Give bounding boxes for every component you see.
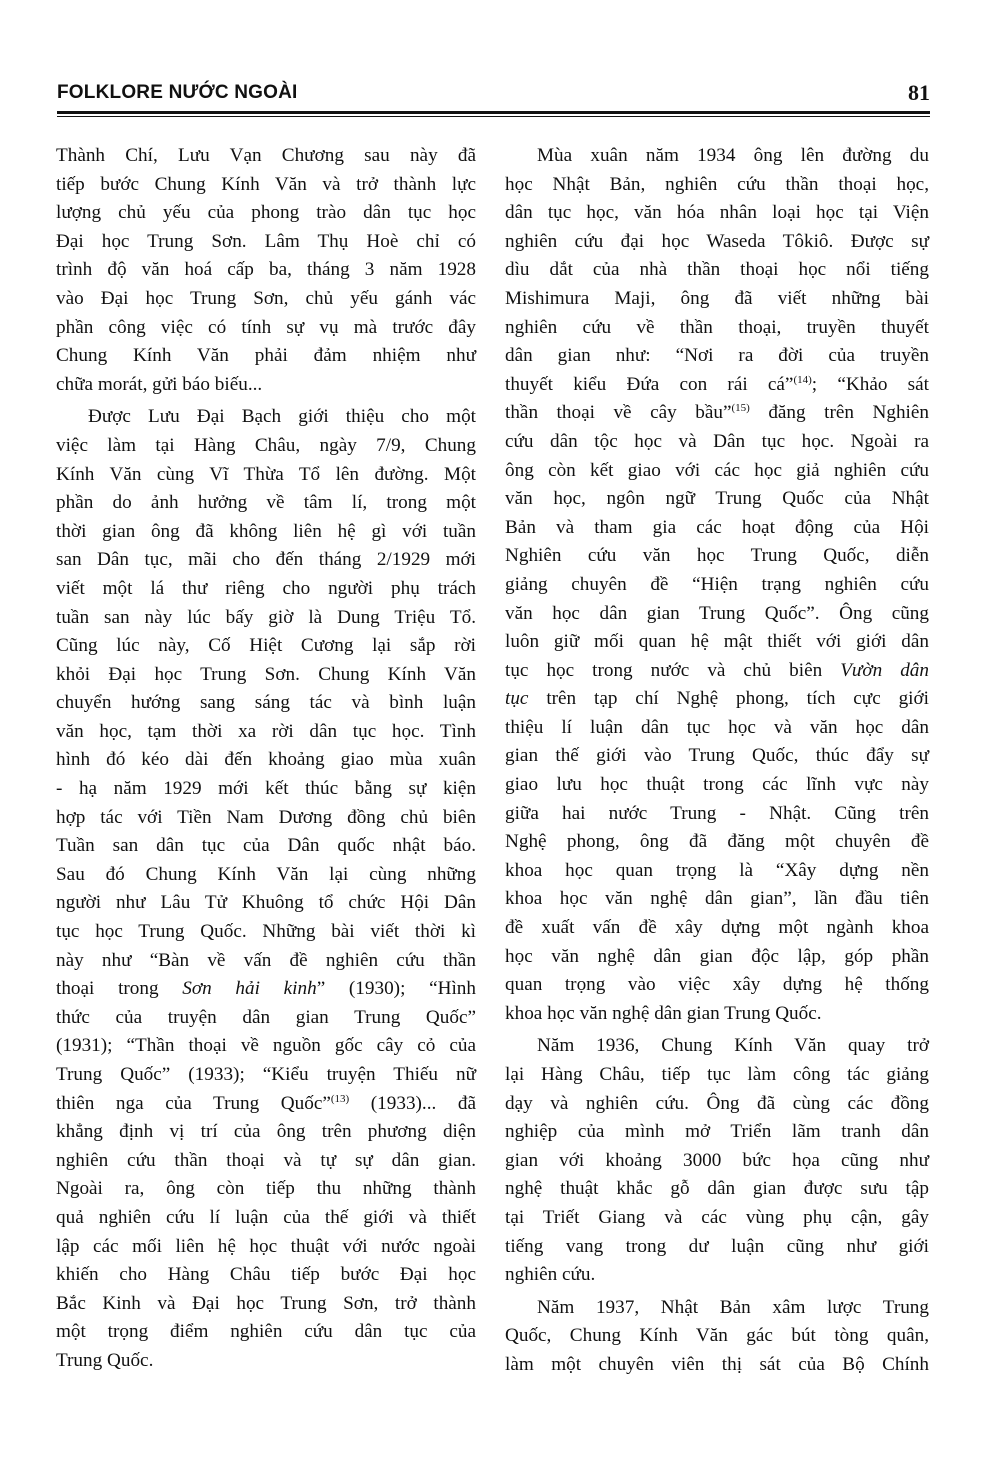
text-line: dân gian như: “Nơi ra đời của truyền — [505, 345, 929, 367]
text-line: giữa hai nước Trung - Nhật. Cũng trên — [505, 802, 929, 824]
text-run: (1933)... đã — [349, 1092, 476, 1114]
text-line: Thành Chí, Lưu Vạn Chương sau này đã — [56, 145, 476, 166]
text-line — [56, 975, 476, 1004]
text-line: giao lưu học thuật trong các lĩnh vực này — [505, 774, 929, 796]
text-line: dìu dắt của nhà thần thoại học nổi tiếng — [505, 259, 929, 281]
text-line: lại Hàng Châu, tiếp tục làm công tác giảng — [505, 1064, 929, 1085]
text-line: - hạ năm 1929 mới kết thúc bằng sự kiện — [56, 778, 476, 800]
text-line: này như “Bàn về vấn đề nghiên cứu thần — [56, 949, 476, 971]
text-line: luôn giữ mối quan hệ mật thiết với giới dân — [505, 631, 929, 653]
text-line: Cũng lúc này, Cố Hiệt Cương lại sắp rời — [56, 635, 476, 657]
text-line: Sau đó Chung Kính Văn lại cùng những — [56, 863, 476, 885]
text-line: nghiên cứu. — [505, 1264, 596, 1286]
text-line: làm một chuyên viên thị sát của Bộ Chính — [505, 1353, 929, 1375]
text-line: học văn nghệ dân gian độc lập, góp phần — [505, 945, 929, 967]
text-run: ; “Khảo sát — [811, 373, 929, 395]
text-line: Nghệ phong, ông đã đăng một chuyên đề — [505, 831, 929, 853]
text-line: viết một lá thư riêng cho người phụ trách — [56, 577, 476, 599]
italic-title: Sơn hải kinh — [182, 978, 317, 1000]
text-line: hình đó kéo dài đến khoảng giao mùa xuân — [56, 749, 476, 771]
text-line: Tuần san dân tục của Dân quốc nhật báo. — [56, 835, 476, 857]
text-line: khoa học văn nghệ dân gian”, lần đầu tiên — [505, 888, 929, 910]
text-line: nghiên cứu đại học Waseda Tôkiô. Được sự — [505, 230, 929, 252]
text-line: giảng chuyên đề “Hiện trạng nghiên cứu — [505, 573, 929, 595]
text-line: san Dân tục, mãi cho đến tháng 2/1929 mới — [56, 549, 476, 571]
text-line: lập các mối liên hệ học thuật với nước ngoài — [56, 1235, 476, 1257]
text-line: Nghiên cứu văn học Trung Quốc, diễn — [505, 545, 929, 567]
text-line: vào Đại học Trung Sơn, chủ yếu gánh vác — [56, 287, 476, 309]
right-column — [505, 142, 929, 1380]
text-run: thần thoại về cây bầu” — [505, 402, 732, 424]
text-line: Mishimura Maji, ông đã viết những bài — [505, 287, 929, 309]
footnote-ref: (13) — [330, 1092, 350, 1105]
footnote-ref: (14) — [793, 373, 812, 386]
text-line: văn học, tạm thời xa rời dân tục học. Tình — [56, 720, 476, 742]
text-line: Được Lưu Đại Bạch giới thiệu cho một — [88, 406, 476, 428]
text-run: thiên nga của Trung Quốc” — [56, 1092, 331, 1114]
left-column — [56, 142, 476, 1376]
text-line: phần công việc có tính sự vụ mà trước đây — [56, 316, 476, 338]
running-header — [57, 80, 930, 110]
text-line: dạy và nghiên cứu. Ông đã cùng các đồng — [505, 1092, 929, 1114]
text-line: Trung Quốc” (1933); “Kiểu truyện Thiếu nữ — [56, 1064, 476, 1085]
text-line: đề xuất vấn đề xây dựng một ngành khoa — [505, 917, 929, 939]
text-line: nghiên cứu thần thoại và tự sự dân gian. — [56, 1149, 476, 1171]
text-line — [56, 1090, 476, 1119]
text-line: hợp tác với Tiền Nam Dương đồng chủ biên — [56, 806, 476, 828]
text-line: nghiên cứu về thần thoại, truyền thuyết — [505, 316, 929, 338]
text-line: lượng chủ yếu của phong trào dân tục học — [56, 202, 476, 224]
text-line: Bản và tham gia các hoạt động của Hội — [505, 516, 929, 538]
text-line: tục học Trung Quốc. Những bài viết thời kì — [56, 921, 476, 943]
italic-title: Vườn dân — [840, 659, 929, 681]
text-line: tiếng vang trong dư luận cũng như giới — [505, 1235, 929, 1257]
text-line: tại Triết Giang và các vùng phụ cận, gây — [505, 1206, 929, 1228]
text-line — [505, 399, 929, 428]
text-line: Mùa xuân năm 1934 ông lên đường du — [537, 145, 929, 166]
text-line: thức của truyện dân gian Trung Quốc” — [56, 1006, 476, 1028]
page-number: 81 — [908, 80, 930, 105]
text-line: cứu dân tộc học và Dân tục học. Ngoài ra — [505, 430, 929, 452]
text-line: gian thế giới vào Trung Quốc, thúc đẩy sự — [505, 745, 929, 767]
text-run: đăng trên Nghiên — [749, 402, 929, 424]
text-run: thoại trong — [56, 978, 183, 1000]
text-line: Năm 1937, Nhật Bản xâm lược Trung — [537, 1296, 929, 1318]
text-line: việc làm tại Hàng Châu, ngày 7/9, Chung — [56, 434, 476, 456]
text-line: văn học dân gian Trung Quốc”. Ông cũng — [505, 602, 929, 624]
text-line: nghiệp của mình mở Triển lãm tranh dân — [505, 1121, 929, 1143]
text-line: Bắc Kinh và Đại học Trung Sơn, trở thành — [56, 1292, 476, 1314]
text-line: tuần san này lúc bấy giờ là Dung Triệu Tổ. — [56, 606, 476, 628]
text-line: khiến cho Hàng Châu tiếp bước Đại học — [56, 1264, 476, 1286]
text-line: (1931); “Thần thoại về nguồn gốc cây cỏ của — [56, 1035, 476, 1057]
text-line: quan trọng vào việc xây dựng hệ thống — [505, 974, 929, 996]
text-run: tục học trong nước và chủ biên — [505, 659, 841, 681]
text-line: tiếp bước Chung Kính Văn và trở thành lực — [56, 173, 476, 195]
text-line: ông còn kết giao với các học giả nghiên cứu — [505, 459, 929, 481]
text-line: Năm 1936, Chung Kính Văn quay trở — [537, 1035, 929, 1057]
text-line: người như Lâu Tử Khuông tổ chức Hội Dân — [56, 892, 476, 914]
text-line — [505, 657, 929, 686]
text-line: chuyển hướng sang sáng tác và bình luận — [56, 692, 476, 714]
text-line: Trung Quốc. — [56, 1349, 154, 1371]
footnote-ref: (15) — [731, 402, 750, 415]
italic-title: tục — [505, 688, 529, 710]
text-line: nghệ thuật khắc gỗ dân gian được sưu tập — [505, 1178, 929, 1200]
text-line: khẳng định vị trí của ông trên phương diện — [56, 1121, 476, 1143]
text-line: Chung Kính Văn phải đảm nhiệm như — [56, 345, 476, 367]
text-line: dân tục học, văn hóa nhân loại học tại Viện — [505, 202, 929, 224]
text-line: khỏi Đại học Trung Sơn. Chung Kính Văn — [56, 663, 476, 685]
text-line: trình độ văn hoá cấp ba, tháng 3 năm 1928 — [56, 259, 476, 281]
header-rule — [57, 111, 930, 114]
text-line: Ngoài ra, ông còn tiếp thu những thành — [56, 1178, 476, 1200]
text-line — [505, 685, 929, 714]
text-line: Đại học Trung Sơn. Lâm Thụ Hoè chỉ có — [56, 230, 476, 252]
text-line: Kính Văn cùng Vĩ Thừa Tổ lên đường. Một — [56, 463, 476, 485]
text-line: khoa học quan trọng là “Xây dựng nền — [505, 859, 929, 881]
text-line: gian với khoảng 3000 bức họa cũng như — [505, 1149, 929, 1171]
text-run: thuyết kiểu Đứa con rái cá” — [505, 373, 794, 395]
text-run: ” (1930); “Hình — [316, 978, 476, 1000]
running-title: FOLKLORE NƯỚC NGOÀI — [57, 82, 298, 103]
text-run: trên tạp chí Nghệ phong, tích cực giới — [528, 688, 929, 710]
text-line: chữa morát, gửi báo biếu... — [56, 373, 263, 395]
text-line — [505, 371, 929, 400]
header-rule-thin — [57, 116, 930, 117]
text-line: phần do ảnh hưởng về tâm lí, trong một — [56, 492, 476, 514]
text-line: thời gian ông đã không liên hệ gì với tuần — [56, 520, 476, 542]
text-line: quả nghiên cứu lí luận của thế giới và thiết — [56, 1206, 476, 1228]
text-line: văn học, ngôn ngữ Trung Quốc của Nhật — [505, 488, 929, 510]
text-line: thiệu lí luận dân tục học và văn học dân — [505, 716, 929, 738]
text-line: một trọng điểm nghiên cứu dân tục của — [56, 1321, 476, 1343]
text-line: khoa học văn nghệ dân gian Trung Quốc. — [505, 1002, 822, 1024]
text-line: học Nhật Bản, nghiên cứu thần thoại học, — [505, 173, 929, 195]
text-line: Quốc, Chung Kính Văn gác bút tòng quân, — [505, 1325, 929, 1347]
